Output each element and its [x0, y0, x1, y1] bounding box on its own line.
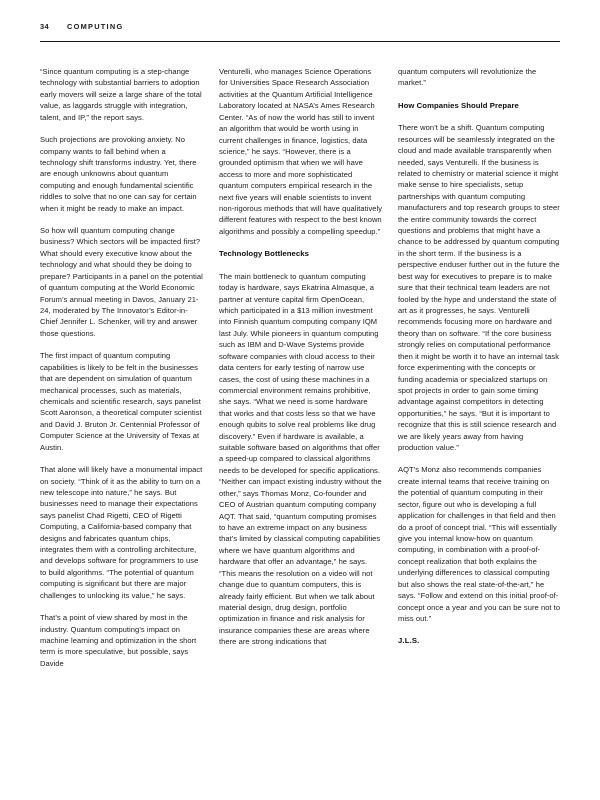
- page-number: 34: [40, 22, 50, 31]
- running-head: [40, 22, 560, 31]
- text-column-2: [219, 66, 382, 778]
- article-paragraph: The main bottleneck to quantum computing today is hardware, says Ekatrina Almasque, a partner at venture capital firm OpenOcean, which participated in a $13 million investment into Finnish quantum computing company IQM last July. While pioneers in quantum computing such as IBM and D-Wave Systems provide software companies with cloud access to their data centers for early testing of narrow use cases, the cost of using these machines in a commercial environment remains prohibitive, she says. “What we need is some hardware that works and that costs less so that we have enough qubits to solve real problems like drug discovery.” Even if hardware is available, a suitable software based on algorithms that offer a speed-up compared to classical algorithms needs to be developed for specific applications. “Neither can impact existing industry without the other,” says Thomas Monz, Co-founder and CEO of Austrian quantum computing company AQT. That said, “quantum computing promises to have an extreme impact on any business that’s limited by classical computing capabilities where we have quantum algorithms and hardware that offer an advantage,” he says. “This means the resolution on a video will not change due to quantum computers, this is already fairly efficient. But when we talk about material design, drug design, portfolio optimization in finance and risk analysis for insurance companies these are areas where there are strong indications that: [219, 271, 382, 647]
- text-column-3: [398, 66, 561, 778]
- article-paragraph: quantum computers will revolutionize the market.”: [398, 67, 537, 88]
- author-initials: J.L.S.: [398, 636, 420, 646]
- article-paragraph: “Since quantum computing is a step-change technology with substantial barriers to adoption early movers will seize a large share of the total value, as laggards struggle with integration, talent, and IP,” the report says.: [40, 67, 202, 122]
- article-paragraph: That’s a point of view shared by most in the industry. Quantum computing’s impact on machine learning and optimization in the short term is more speculative, but possible, says Davide: [40, 613, 197, 668]
- article-paragraph: The first impact of quantum computing capabilities is likely to be felt in the businesses that are dependent on simulation of quantum mechanical processes, such as materials, chemicals and scientific research, says panelist Scott Aaronson, a theoretical computer scientist and David J. Bruton Jr. Centennial Professor of Computer Science at the University of Texas at Austin.: [40, 351, 202, 452]
- header-divider: [40, 41, 560, 42]
- section-label: COMPUTING: [67, 22, 124, 31]
- article-paragraph: Such projections are provoking anxiety. No company wants to fall behind when a technology shift transforms industry. Yet, there are enough unknowns about quantum computing and enough fundamental scientific riddles to solve that no one can say for certain when it might be ready to make an impact.: [40, 135, 197, 213]
- article-columns: [40, 66, 562, 778]
- article-paragraph: Venturelli, who manages Science Operations for Universities Space Research Association activities at the Quantum Artificial Intelligence Laboratory located at NASA’s Ames Research Center. “As of now the world has still to invent an algorithm that would be worth using in current challenges in finance, logistics, data science,” he says. “However, there is a grounded optimism that when we will have access to more and more sophisticated quantum computers empirical research in the next five years will enable scientists to invent non-rigorous methods that will have qualitatively different features with respect to the best known algorithms and possibly a compelling speedup.”: [219, 67, 382, 236]
- article-subheading: Technology Bottlenecks: [219, 249, 309, 259]
- text-column-1: [40, 66, 203, 778]
- article-subheading: How Companies Should Prepare: [398, 100, 519, 110]
- article-paragraph: There won’t be a shift. Quantum computing resources will be seamlessly integrated on the cloud and made available transparently when needed, says Venturelli. If the business is related to chemistry or material science it might make sense to hire specialists, setup partnerships with quantum computing manufacturers and top research groups to steer the entire community towards the correct questions and problems that might have a chance to be addressed by quantum computing in the short term. If the business is a perspective enduser further out in the future the best way for executives to prepare is to make sure that their technical team leaders are not fooled by the hype and understand the state of art as it progresses, he says. Venturelli recommends focusing more on hardware and theory than on software. “If the core business strongly relies on computational performance then it might be worth it to have an internal task force experimenting with the concepts or funding academia or specialized startups on spot projects in order to gain some timing advantage against competitors in detecting opportunities,” he says. “But it is important to recognize that this is still science research and we are likely years away from having production value.”: [398, 123, 560, 453]
- article-paragraph: AQT’s Monz also recommends companies create internal teams that receive training on the potential of quantum computing in their sector, figure out who is developing a full application for challenges in that field and then do a proof of concept trial. “This will essentially give you internal know-how on quantum computing, in combination with a proof-of-concept realization that both explains the underlying differences to classical computing but also shows the real state-of-the-art,” he says. “Follow and extend on this initial proof-of-concept once a year and you can be sure not to miss out.”: [398, 465, 561, 623]
- article-paragraph: That alone will likely have a monumental impact on society. “Think of it as the ability to turn on a new telescope into nature,” he says. But businesses need to manage their expectations says panelist Chad Rigetti, CEO of Rigetti Computing, a California-based company that designs and fabricates quantum chips, integrates them with a controlling architecture, and develops software for programmers to use to build algorithms. “The potential of quantum computing is significant but there are major challenges to unlocking its value,” he says.: [40, 465, 203, 600]
- article-paragraph: So how will quantum computing change business? Which sectors will be impacted first? What should every executive know about the technology and what should they be doing to prepare? Participants in a panel on the potential of quantum computing at the World Economic Forum’s annual meeting in Davos, January 21-24, moderated by The Innovator’s Editor-in-Chief Jennifer L. Schenker, will try and answer those questions.: [40, 226, 203, 338]
